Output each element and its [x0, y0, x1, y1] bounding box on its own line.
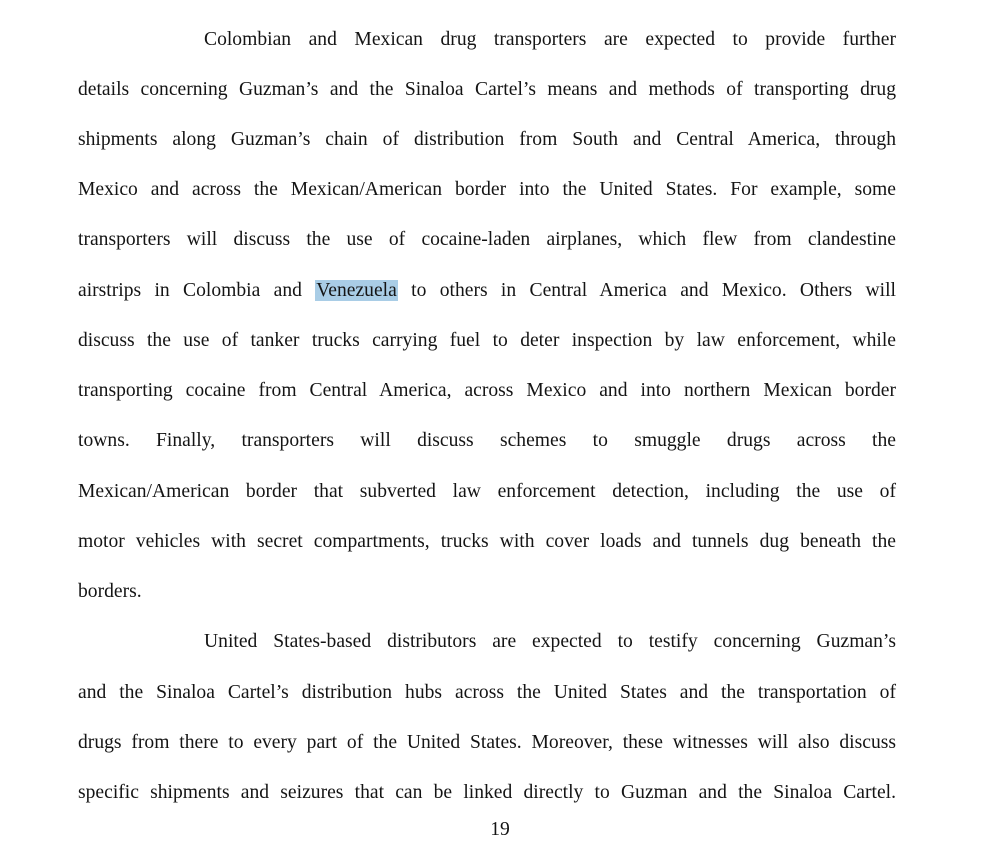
text-line: and the Sinaloa Cartel’s distribution hubs across the United States and the transportation of — [78, 682, 896, 703]
text-line: shipments along Guzman’s chain of distribution from South and Central America, through — [78, 129, 896, 150]
text-segment: airstrips in Colombia and — [78, 280, 316, 301]
text-line: towns. Finally, transporters will discuss schemes to smuggle drugs across the — [78, 430, 896, 451]
text-line: drugs from there to every part of the United States. Moreover, these witnesses will also discuss — [78, 732, 896, 753]
text-line-with-highlight — [78, 279, 896, 303]
text-line: transporters will discuss the use of cocaine-laden airplanes, which flew from clandestine — [78, 229, 896, 250]
text-line: Colombian and Mexican drug transporters are expected to provide further — [204, 29, 896, 50]
text-line: Mexico and across the Mexican/American border into the United States. For example, some — [78, 179, 896, 200]
text-line: discuss the use of tanker trucks carrying fuel to deter inspection by law enforcement, while — [78, 330, 896, 351]
text-line: borders. — [78, 581, 142, 602]
text-line: transporting cocaine from Central America, across Mexico and into northern Mexican border — [78, 380, 896, 401]
selected-text-highlight[interactable]: Venezuela — [316, 280, 397, 301]
text-line: motor vehicles with secret compartments, trucks with cover loads and tunnels dug beneath the — [78, 531, 896, 552]
text-line: United States-based distributors are expected to testify concerning Guzman’s — [204, 631, 896, 652]
page-number: 19 — [490, 819, 510, 840]
text-line: Mexican/American border that subverted law enforcement detection, including the use of — [78, 481, 896, 502]
text-line: specific shipments and seizures that can be linked directly to Guzman and the Sinaloa Cartel. — [78, 782, 896, 803]
text-segment: to others in Central America and Mexico. Others will — [397, 280, 896, 301]
text-line: details concerning Guzman’s and the Sinaloa Cartel’s means and methods of transporting drug — [78, 79, 896, 100]
